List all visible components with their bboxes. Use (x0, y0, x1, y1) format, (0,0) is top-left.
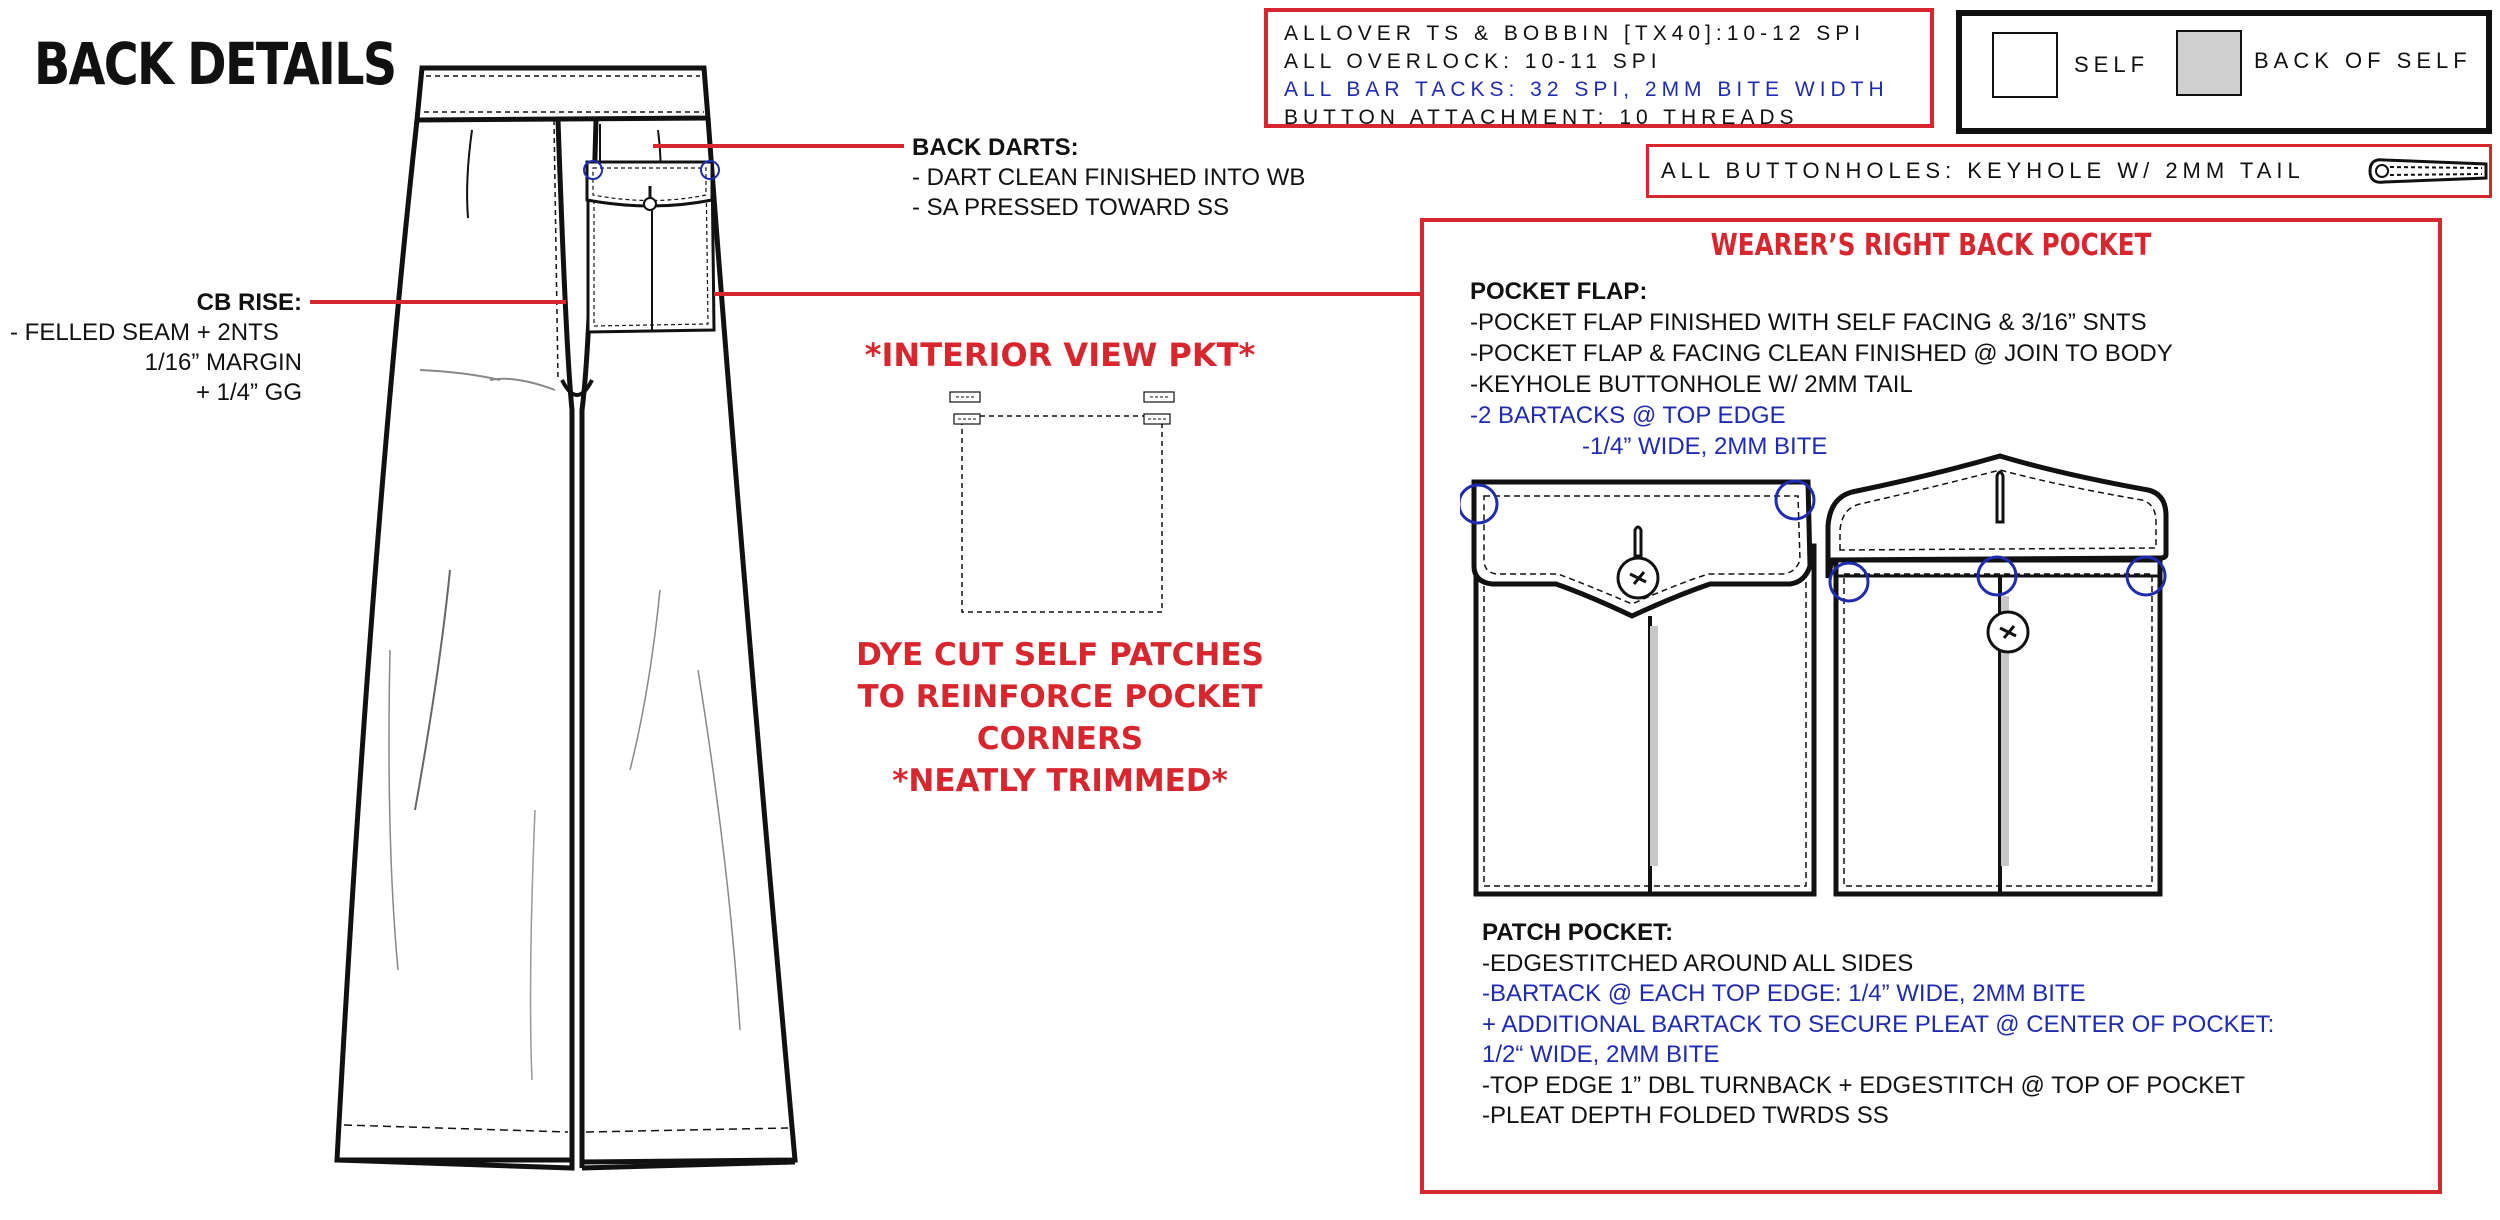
cb-rise-line: + 1/4” GG (195, 379, 302, 406)
caption-line: DYE CUT SELF PATCHES (856, 637, 1264, 673)
back-darts-note (912, 133, 1305, 223)
cb-rise-line: - FELLED SEAM + 2NTS (10, 319, 279, 346)
patch-line: -EDGESTITCHED AROUND ALL SIDES (1482, 949, 1914, 977)
cb-rise-note (10, 288, 302, 408)
interior-view-caption (770, 634, 1350, 802)
back-darts-heading: BACK DARTS: (912, 134, 1079, 161)
spec-line: BUTTON ATTACHMENT: 10 THREADS (1284, 106, 1799, 129)
caption-line: TO REINFORCE POCKET CORNERS (857, 679, 1263, 757)
spec-line: ALL OVERLOCK: 10-11 SPI (1284, 50, 1662, 73)
pocket-panel-title: WEARER’S RIGHT BACK POCKET (1710, 228, 2152, 263)
patch-line: -PLEAT DEPTH FOLDED TWRDS SS (1482, 1102, 1889, 1129)
flap-line: -2 BARTACKS @ TOP EDGE (1470, 402, 1786, 429)
patch-heading: PATCH POCKET: (1482, 919, 1674, 946)
spec-line: ALL BAR TACKS: 32 SPI, 2MM BITE WIDTH (1284, 78, 1889, 101)
patch-line: + ADDITIONAL BARTACK TO SECURE PLEAT @ CENTER OF POCKET: (1482, 1010, 2275, 1038)
caption-line: *NEATLY TRIMMED* (892, 763, 1228, 799)
interior-view-title: *INTERIOR VIEW PKT* (864, 336, 1256, 374)
cb-rise-line: 1/16” MARGIN (144, 349, 302, 376)
spec-line: ALLOVER TS & BOBBIN [TX40]:10-12 SPI (1284, 22, 1866, 45)
flap-line: -KEYHOLE BUTTONHOLE W/ 2MM TAIL (1470, 371, 1913, 398)
back-of-self-label: BACK OF SELF (2254, 48, 2472, 73)
patch-line: -BARTACK @ EACH TOP EDGE: 1/4” WIDE, 2MM BITE (1482, 980, 2086, 1007)
buttonhole-note-text: ALL BUTTONHOLES: KEYHOLE W/ 2MM TAIL (1661, 158, 2305, 183)
flap-line: -1/4” WIDE, 2MM BITE (1582, 433, 1828, 460)
flap-line: -POCKET FLAP FINISHED WITH SELF FACING & 3/16” SNTS (1470, 309, 2147, 336)
pocket-flat-drawings (1460, 426, 2180, 906)
flap-line: -POCKET FLAP & FACING CLEAN FINISHED @ JOIN TO BODY (1470, 340, 2173, 367)
back-darts-line: - SA PRESSED TOWARD SS (912, 194, 1229, 221)
patch-pocket-notes (1482, 918, 2274, 1132)
back-darts-line: - DART CLEAN FINISHED INTO WB (912, 164, 1306, 191)
pocket-flap-open (1828, 456, 2166, 894)
cb-rise-heading: CB RISE: (196, 289, 302, 316)
patch-line: 1/2“ WIDE, 2MM BITE (1482, 1041, 1720, 1068)
interior-pocket-drawing (946, 386, 1186, 626)
self-label: SELF (2074, 52, 2150, 77)
pocket-flap-closed (1460, 481, 1814, 894)
flap-heading: POCKET FLAP: (1470, 278, 1648, 305)
page-title: BACK DETAILS (34, 30, 396, 98)
patch-line: -TOP EDGE 1” DBL TURNBACK + EDGESTITCH @ TOP OF POCKET (1482, 1071, 2245, 1099)
